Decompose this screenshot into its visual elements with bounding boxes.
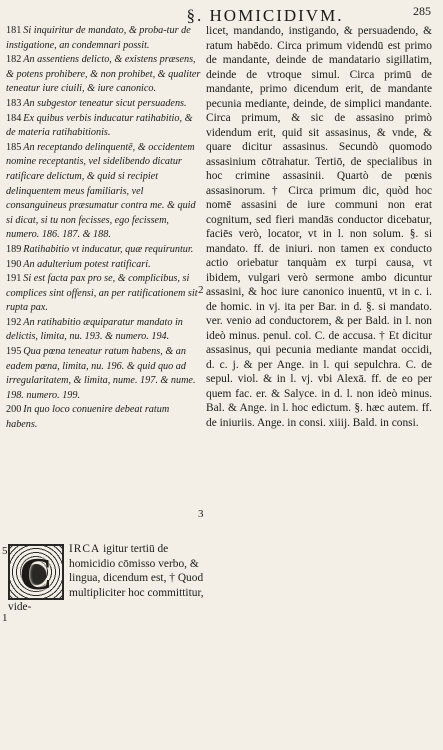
- ornamental-initial: [8, 544, 64, 600]
- index-entry-text: Si est facta pax pro se, & complicibus, si complices sint offensi, an per ratificationem sit rupta pax.: [6, 273, 198, 314]
- margin-number-5: 5: [2, 545, 8, 557]
- index-entry-text: Ex quibus verbis inducatur ratihabitio, & de materia ratihabitionis.: [6, 112, 193, 139]
- index-entry-number: 192: [6, 316, 22, 328]
- index-entry-text: An adulterium potest ratificari.: [23, 258, 151, 270]
- index-entry: [6, 53, 202, 97]
- index-entry: [6, 272, 202, 316]
- index-entry-text: An subgestor teneatur sicut persuadens.: [23, 97, 187, 109]
- index-entry-number: 185: [6, 141, 22, 153]
- page-number: 285: [413, 4, 431, 18]
- index-entry-number: 195: [6, 346, 22, 358]
- index-entry: [6, 24, 202, 53]
- index-entry-text: An assentiens delicto, & existens præsens, & potens prohibere, & non prohibet, & qualiter teneatur iure ciuili, & iure canonico.: [6, 54, 201, 95]
- index-entry-text: In quo loco conuenire debeat ratum habens.: [6, 404, 170, 431]
- index-entry: [6, 243, 202, 258]
- index-entry: [6, 345, 202, 403]
- index-entry: [6, 112, 202, 141]
- index-entry: [6, 258, 202, 273]
- index-entry-number: 183: [6, 97, 22, 109]
- index-entry-number: 190: [6, 258, 22, 270]
- margin-number-1: 1: [2, 612, 8, 624]
- main-text-column: [206, 24, 432, 430]
- index-entry-number: 189: [6, 243, 22, 255]
- opening-word: IRCA: [69, 543, 101, 555]
- index-entry-number: 182: [6, 54, 22, 66]
- page-header-title: §. HOMICIDIVM.: [186, 6, 344, 25]
- drop-cap-letter: C: [19, 548, 53, 599]
- index-entry-text: Qua pœna teneatur ratum habens, & an eadem pœna, limita, nu. 196. & quid quo ad irregularitatem, & limita, nume. 197. & nume. 198. numero. 199.: [6, 346, 196, 401]
- index-entry: [6, 316, 202, 345]
- index-entry-number: 184: [6, 112, 22, 124]
- margin-number-2: 2: [198, 284, 204, 296]
- margin-number-3: 3: [198, 508, 204, 520]
- opening-paragraph: [8, 542, 204, 615]
- index-entry-text: Ratihabitio vt inducatur, quæ requiruntur.: [23, 243, 194, 255]
- opening-text: igitur tertiū de homicidio cōmisso verbo, & lingua, dicendum est, † Quod multipliciter hoc committitur, vide-: [8, 543, 204, 613]
- summary-index: [6, 24, 202, 433]
- index-entry-number: 191: [6, 273, 22, 285]
- index-entry: [6, 141, 202, 243]
- index-entry-number: 200: [6, 404, 22, 416]
- main-text: licet, mandando, instigando, & persuadendo, & ratum habēdo. Circa primum videndū est primo de mandante, deinde de mandatario sigillatim, deinde de vtroque simul. Circa primū de mandante, primo dicendum erit, de mandante pecunia mediante, deinde, de simplici mandante. Circa primum, & sic de assasino primò videndum erit, quid sit assasinus, & vnde, & quare dicitur assasinus. Secundò quomodo assasinium cōtrahatur. Tertiō, de specialibus in hoc crimine assasinii. Quartò de pœnis assasinorum. † Circa primum dic, quòd hoc nomē assasini de iure communi non erat cognitum, sed fieri mandās conductor dicebatur, faciēs verò, locator, vt in l. non solum. §. si mandato. ff. de iniuri. non tamen ex conducto actio oriebatur tanquàm ex turpi causa, vt ibidem, vulgari verò sermone ambo dicuntur assasini, & hoc iure canonico inuentū, vt in c. i. de homic. in vj. ita per Bar. in d. §. si mandato. ver. venio ad conductorem, & per Bald. in l. non ideò minus. penul. col. C. de accusa. † Et dicitur assasinus, qui pecunia mediante mandat occidi, d. c. j. & per Ange. in l. qui sepulchra. C. de sepul. viol. & in l. vj. vbi Alexā. ff. de eo per quem fac. er. & Salyce. in d. l. non ideò minus. Bal. & Ange. in l. hoc edictum. §. hæc autem. ff. de iniuriis. Ange. in consi. xiiij. Bald. in consi.: [206, 25, 432, 429]
- index-entry-number: 181: [6, 25, 22, 36]
- index-entry: [6, 97, 202, 112]
- index-entry-text: An ratihabitio æquiparatur mandato in delictis, limita, nu. 193. & numero. 194.: [6, 316, 183, 343]
- index-entry-text: Si inquiritur de mandato, & proba-tur de instigatione, an condemnari possit.: [6, 25, 191, 51]
- index-entry: [6, 403, 202, 432]
- index-entry-text: An receptando delinquentē, & occidentem nomine receptantis, vel sidelibendo dicatur ratificare delictum, & quid si recipiet delinquentem meus familiaris, vel consanguineus præsumatur contra me. & quid si dicat, si tu non fecisses, ego fecissem, numero. 186. 187. & 188.: [6, 141, 196, 241]
